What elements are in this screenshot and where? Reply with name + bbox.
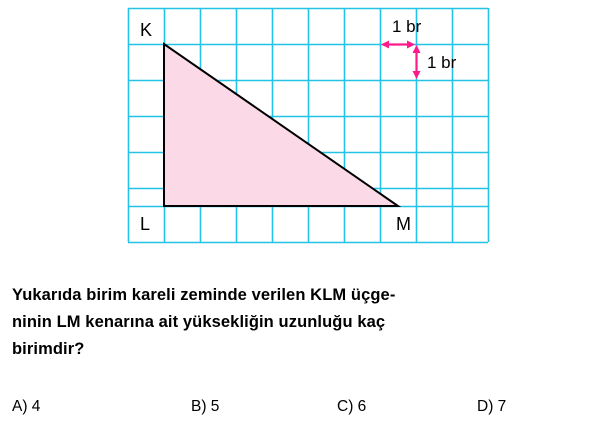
question-line-2-text: ninin LM kenarına ait yüksekliğin uzunluğu kaç (12, 313, 386, 331)
choice-c[interactable]: C) 6 (337, 398, 367, 415)
vertex-label-l: L (140, 214, 151, 234)
vertex-label-m: M (396, 214, 411, 234)
answer-choices (12, 398, 572, 424)
choice-a[interactable]: A) 4 (12, 398, 41, 415)
triangle-klm (164, 44, 398, 206)
unit-label-vertical: 1 br (427, 53, 457, 72)
question-line-1 (12, 282, 572, 309)
question-line-3: birimdir? (12, 340, 85, 358)
question-line-2 (12, 309, 572, 336)
unit-label-horizontal: 1 br (392, 17, 422, 36)
choice-b[interactable]: B) 5 (191, 398, 220, 415)
choice-d[interactable]: D) 7 (477, 398, 507, 415)
unit-arrows (381, 41, 421, 80)
question-line-1-text: Yukarıda birim kareli zeminde verilen KLM üçge- (12, 286, 396, 304)
question-text (12, 282, 572, 363)
vertex-label-k: K (140, 20, 153, 40)
